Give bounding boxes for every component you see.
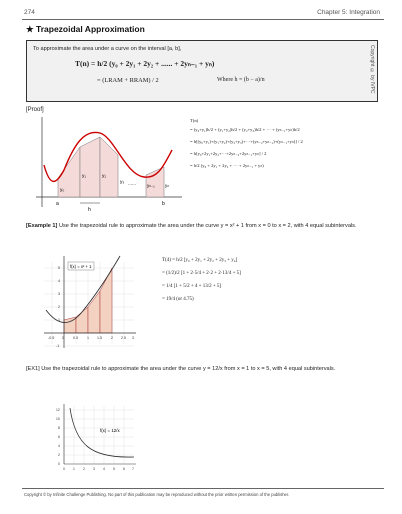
definition-intro: To approximate the area under a curve on the interval [a, b], <box>33 46 182 52</box>
where-h-text: Where h = (b − a)/n <box>217 77 265 83</box>
ex1-xtick-0: -0.5 <box>48 336 55 340</box>
ex1-func-label: f(x) = x² + 1 <box>70 264 92 269</box>
ex1-trap-3 <box>88 291 100 333</box>
ex1-ytick-0: 5 <box>58 266 60 270</box>
chapter-title: Chapter 5: Integration <box>317 9 380 16</box>
label-h: h <box>88 207 91 213</box>
ex1-exercise-text <box>26 365 380 373</box>
trap-2 <box>80 137 100 197</box>
page-number: 274 <box>24 9 35 16</box>
ex1-trap-2 <box>76 307 88 333</box>
proof-label: [Proof] <box>26 107 44 113</box>
ex1e-xtick-6: 6 <box>123 467 125 471</box>
label-b: b <box>162 201 165 207</box>
proof-line-2: = h[(y₀+y₁)+(y₁+y₂)+(y₂+y₃)+···+(yₙ₋₂+yₙ₋₁)+(yₙ₋₁+yₙ)] / 2 <box>190 139 303 144</box>
ex1-ytick-3: 2 <box>58 305 60 309</box>
ex1-exercise-graph <box>54 402 138 474</box>
proof-line-0: T(n) <box>190 118 199 123</box>
trap-4 <box>146 167 164 197</box>
trap-3 <box>100 137 118 197</box>
proof-line-4: = h/2 (y₀ + 2y₁ + 2y₂ + ··· + 2yₙ₋₁ + yₙ) <box>190 163 264 168</box>
example1-text <box>26 222 380 230</box>
section-title-text: Trapezoidal Approximation <box>36 24 145 34</box>
proof-graph <box>34 115 184 215</box>
ex1e-xtick-3: 3 <box>93 467 95 471</box>
label-y0: y₀ <box>60 188 65 193</box>
ex1e-xtick-2: 2 <box>83 467 85 471</box>
ex1-ytick-2: 3 <box>58 292 60 296</box>
example1-solution <box>162 258 382 302</box>
ex1e-xtick-7: 7 <box>132 467 134 471</box>
ex1-grid <box>44 262 134 346</box>
ex1e-ytick-5: 2 <box>58 453 60 457</box>
ex1-trap-4 <box>100 268 112 333</box>
ex1-exercise-prompt: Use the trapezoidal rule to approximate the area under the curve y = 12/x from x = 1 to x = 5, with 4 equal subintervals. <box>41 366 336 372</box>
star-icon: ★ <box>26 24 34 34</box>
proof-line-1: = (y₀+y₁)h/2 + (y₁+y₂)h/2 + (y₂+y₃)h/2 + ··· + (yₙ₋₁+yₙ)h/2 <box>190 127 300 132</box>
ex1-xtick-3: 1 <box>87 336 89 340</box>
ex1-ytick-1: 4 <box>58 279 60 283</box>
definition-box <box>26 40 378 102</box>
ex1-xtick-6: 2.5 <box>121 336 126 340</box>
label-yn1: yₙ₋₁ <box>147 183 155 188</box>
ex1-xtick-2: 0.5 <box>73 336 78 340</box>
label-yn: yₙ <box>165 183 169 188</box>
ex1-sol-0: T(4) = h/2 [y₀ + 2y₁ + 2y₂ + 2y₃ + y₄] <box>162 258 238 263</box>
ex1e-ytick-0: 12 <box>56 408 60 412</box>
ex1e-ytick-6: 0 <box>58 462 60 466</box>
ex1e-xtick-4: 4 <box>103 467 105 471</box>
ex1-sol-1: = (1/2)/2 [1 + 2·5/4 + 2·2 + 2·13/4 + 5] <box>162 271 241 276</box>
trapezoid-formula: T(n) = h/2 (y₀ + 2y₁ + 2y₂ + ...... + 2yₙ₋₁ + yₙ) <box>75 59 215 68</box>
ex1e-ytick-2: 8 <box>58 426 60 430</box>
header-divider <box>22 19 384 20</box>
ex1-exercise-label: [EX1] <box>26 366 40 372</box>
proof-derivation <box>190 118 380 169</box>
ex1-xtick-5: 2 <box>111 336 113 340</box>
label-dots: ...... <box>128 182 136 187</box>
ex1e-xtick-0: 0 <box>63 467 65 471</box>
ex1-xtick-1: 0 <box>62 336 64 340</box>
ex1-xtick-7: 3 <box>132 336 134 340</box>
label-a: a <box>56 201 59 207</box>
label-y1: y₁ <box>82 174 87 179</box>
example1-prompt: Use the trapezoidal rule to approximate the area under the curve y = x² + 1 from x = 0 to x = 2, with 4 equal subintervals. <box>58 223 357 229</box>
ex1-ytick-4: 1 <box>58 318 60 322</box>
proof-line-3: = h[y₀+2y₁+2y₂+···+2yₙ₋₂+2yₙ₋₁+yₙ] / 2 <box>190 151 267 156</box>
ex1-ytick-5: -1 <box>56 344 60 348</box>
ex1-sol-2: = 1/4 [1 + 5/2 + 4 + 13/2 + 5] <box>162 284 222 289</box>
label-y3: y₃ <box>120 180 125 185</box>
ex1e-func-label: f(x) = 12/x <box>100 428 120 433</box>
example1-label: [Example 1] <box>26 223 58 229</box>
section-title <box>26 24 145 35</box>
ex1e-ytick-3: 6 <box>58 435 60 439</box>
ex1-xtick-4: 1.5 <box>97 336 102 340</box>
side-copyright: Copyright © by IVPC <box>369 45 375 94</box>
footer-copyright: Copyright © by Infinite Challenge Publishing. No part of this publication may be reproduced without the prior written permission of the publisher. <box>24 492 290 497</box>
footer-divider <box>22 488 384 489</box>
example1-graph <box>40 252 140 352</box>
ex1e-ytick-4: 4 <box>58 444 60 448</box>
ex1e-grid <box>64 406 134 464</box>
label-y2: y₂ <box>102 174 107 179</box>
ex1e-xtick-1: 1 <box>73 467 75 471</box>
ex1-sol-3: = 19/4 (or 4.75) <box>162 297 194 302</box>
ex1e-xtick-5: 5 <box>113 467 115 471</box>
lram-rram-formula: = (LRAM + RRAM) / 2 <box>97 77 159 84</box>
ex1e-ytick-1: 10 <box>56 417 60 421</box>
